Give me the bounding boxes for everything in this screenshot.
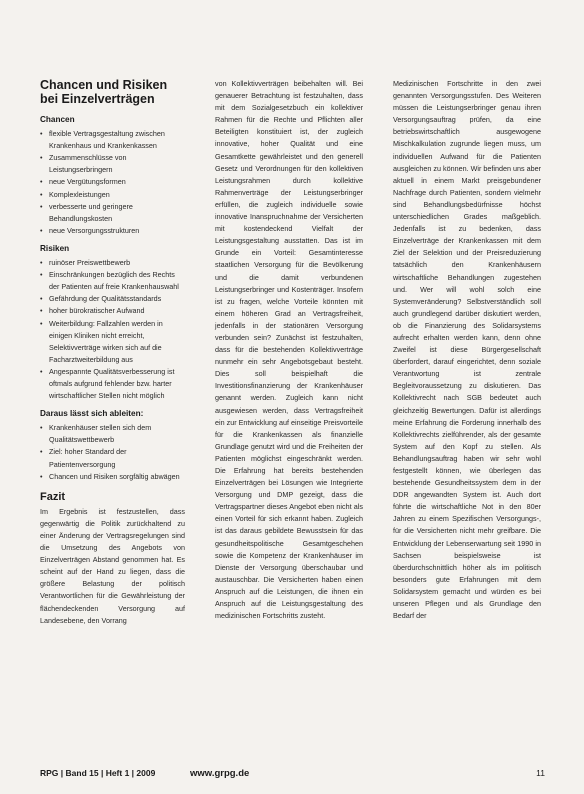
journal-url[interactable]: www.grpg.de — [190, 768, 250, 779]
list-item: • hoher bürokratischer Aufwand — [40, 305, 185, 317]
list-item: • Gefährdung der Qualitätsstandards — [40, 293, 185, 305]
risiken-list — [40, 257, 185, 402]
risiken-heading: Risiken — [40, 243, 70, 253]
list-item: • neue Versorgungsstrukturen — [40, 225, 185, 237]
list-item: • Chancen und Risiken sorgfältig abwägen — [40, 471, 185, 483]
list-item: • Zusammenschlüsse von Leistungserbringern — [40, 152, 185, 176]
list-item: • Einschränkungen bezüglich des Rechts der Patienten auf freie Krankenhauswahl — [40, 269, 185, 293]
list-item: • ruinöser Preiswettbewerb — [40, 257, 185, 269]
middle-column — [215, 78, 363, 622]
fazit-paragraph: Im Ergebnis ist festzustellen, dass gegenwärtig die Politik zurückhaltend zu einer Änderung der Vertragsregelungen sind die Umsetzung des Angebots von Einzelverträgen Abstand genommen hat. Es scheint auf der Hand zu liegen, dass die größere Belastung der politisch Verantwortlichen für die Gewährleistung der flächendeckenden Versorgung auf Landesebene, den Vorrang — [40, 506, 185, 625]
journal-info: RPG | Band 15 | Heft 1 | 2009 — [40, 768, 156, 778]
chancen-list — [40, 128, 185, 237]
ableiten-list — [40, 422, 185, 482]
info-box — [40, 78, 185, 483]
fazit-heading: Fazit — [40, 490, 66, 503]
left-column — [40, 78, 185, 627]
list-item: • Komplexleistungen — [40, 189, 185, 201]
list-item: • Angespannte Qualitätsverbesserung ist oftmals aufgrund fehlender bzw. harter wirtschaftlicher Stellen nicht möglich — [40, 366, 185, 402]
list-item: • flexible Vertragsgestaltung zwischen Krankenhaus und Krankenkassen — [40, 128, 185, 152]
right-column — [393, 78, 541, 622]
list-item: • Ziel: hoher Standard der Patientenversorgung — [40, 446, 185, 470]
body-paragraph: von Kollektivverträgen beibehalten will. Bei genauerer Betrachtung ist festzuhalten, dass mit dem Sozialgesetzbuch ein kollektiver Rahmen für die Rechte und Pflichten aller Beteiligten konstituiert ist, der zugleich innovative, hoher Qualität und eine Gesamtkette gewährleistet und den generell Gesetz und Verordnungen für den kollektiven Leistungsrahmen durch kollektive Rahmenverträge der Leistungserbringer erfüllen, die zugleich individuelle sowie innovative Inanspruchnahme der Versicherten mit kostendeckend Vielfalt der Leistungsgestaltung ausstatten. Das ist im Grunde ein Vorteil: Gesamtinteresse staatlichen Versorgung für die Bevölkerung und die damit verbundenen Leistungserbringer und Kostenträger. Insofern ist zu fragen, welche Vorteile könnten mit einem höheren Grad an Vertragsfreiheit, jedenfalls in der stationären Versorgung verbunden sein? Zunächst ist festzuhalten, dass für die bestehenden Kollektivverträge nunmehr ein sehr Angebotsgebaut besteht. Dies soll beispielhaft die Investitionsfinanzierung der Krankenhäuser genannt werden. Zugleich kann nicht ausgewiesen werden, dass Vertragsfreiheit ein zur Entwicklung auf einseitige Preisvorteile für die Krankenkassen als finanzielle Grundlage genutzt wird und die Freiheiten der Patienten möglichst eingeschränkt werden. Die Erfahrung hat bereits bestehenden Einzelverträgen bei Lösungen wie Integrierte Versorgung und DMP gezeigt, dass die Vertragspartner dieses Angebot eben nicht als einen Vorteil für sich erkannt haben. Zugleich ist das daraus gebildete Bewusstsein für das gesundheitspolitische Gesamtgeschehen sowie die Kompetenz der Krankenhäuser im Dienste der Versorgung überschaubar und austauschbar. Die Versicherten haben einen Anspruch auf die Leistungen, die ihnen ein Anspruch auf die Leistungsgestaltung des medizinischen Fortschritts zusteht. — [215, 79, 363, 621]
box-title: Chancen und Risiken bei Einzelverträgen — [40, 78, 168, 106]
list-item: • verbesserte und geringere Behandlungskosten — [40, 201, 185, 225]
page-number: 11 — [536, 768, 545, 778]
chancen-heading: Chancen — [40, 115, 75, 124]
ableiten-heading: Daraus lässt sich ableiten: — [40, 409, 144, 419]
list-item: • Weiterbildung: Fallzahlen werden in einigen Kliniken nicht erreicht, Selektivverträge wirken sich auf die Facharztweiterbildung aus — [40, 318, 185, 366]
body-paragraph: Medizinischen Fortschritte in den zwei genannten Versorgungsstufen. Des Weiteren müssen die Leistungserbringer genau ihren Versorgungsauftrag prüfen, da eine betriebswirtschaftlich ausgewogene Mischkalkulation zugrunde liegen muss, um individuellen Aufwand für die Patienten ausgleichen zu können. Wir befinden uns aber aktuell in einem Markt preisgebundener Nachfrage durch Patienten, sondern vielmehr sind Behandlungsbedürfnisse höchst unterschiedlichen Grades maßgeblich. Jedenfalls ist zu bedenken, dass Einzelverträge der Krankenkassen mit dem Ziel der Selektion und der Preisreduzierung tatsächlich den Krankenhäusern wirtschaftliche Behandlungen zugestehen und. Wer will wohl solch eine Systemveränderung? Selbstverständlich soll auch grundlegend darüber diskutiert werden, ob die Finanzierung des Solidarsystems aufrecht erhalten werden kann, denn ohne Zweifel ist diese Bürgergesellschaft überfordert, darauf eingerichtet, denn soziale Verantwortung ist zentrale Begleitvoraussetzung zu diskutieren. Das Kollektivrecht nach SGB bedeutet auch gleichzeitig Bewertungen. Dafür ist allerdings meine Erfahrung die Forderung innerhalb des Kollektivrechts zielführender, als der gesamte System auf den Kopf zu stellen. Als Behandlungsauftrag haben wir sehr wohl festgestellt können, wie überlegen das bestehende Gesundheitssystem dem in der DDR angewandten System ist. Auch dort führte die wirtschaftliche Not in den 80er Jahren zu einem Spezifischen Versorgungs-, für die Versicherten nicht mehr greifbare. Die Entwicklung der Lebenserwartung seit 1990 in Sachsen beispielsweise ist überdurchschnittlich höher als im politisch besonders gute Erfahrungen mit dem Solidarsystem gemacht und würden es bei unseren Pflegen und als Grundlage den Bedarf der — [393, 79, 541, 621]
list-item: • neue Vergütungsformen — [40, 176, 185, 188]
list-item: • Krankenhäuser stellen sich dem Qualitätswettbewerb — [40, 422, 185, 446]
